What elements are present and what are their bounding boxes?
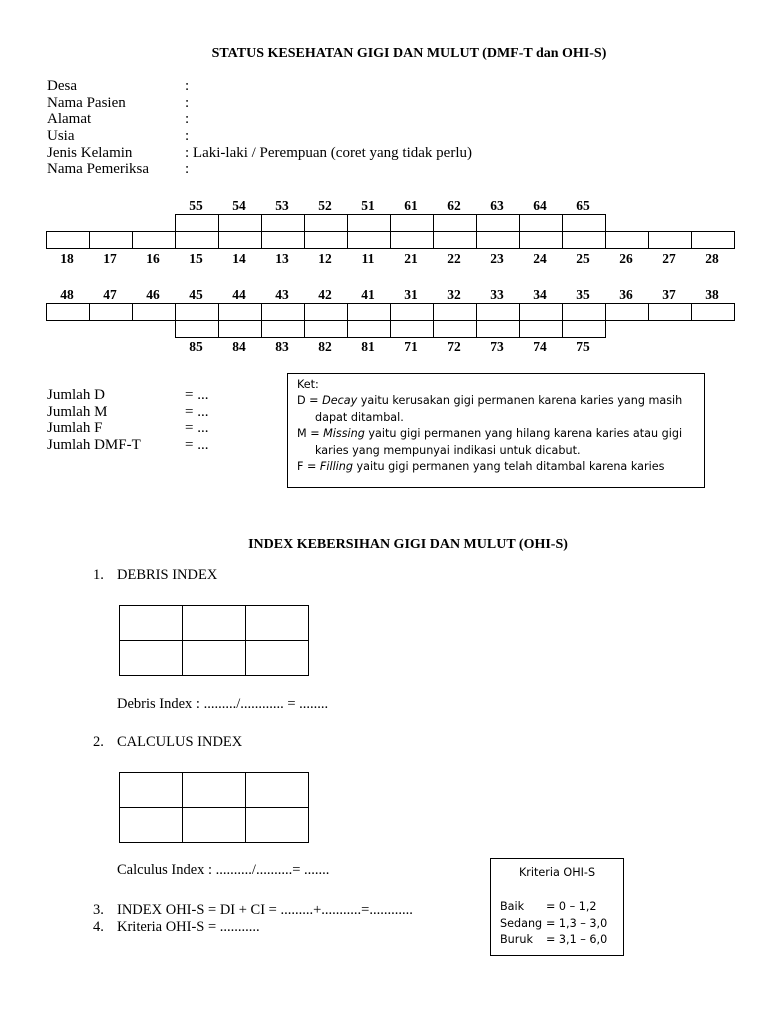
field-desa-value: :	[185, 78, 190, 94]
upper-deciduous-tooth-box[interactable]	[218, 214, 262, 232]
lower-permanent-tooth-44: 44	[232, 287, 246, 302]
field-usia-value: :	[185, 128, 190, 144]
lower-deciduous-tooth-73: 73	[490, 339, 504, 354]
field-jenis-kelamin-label: Jenis Kelamin	[47, 145, 133, 161]
kriteria-title: Kriteria OHI-S	[518, 866, 596, 879]
kriteria-row-sedang: Sedang = 1,3 – 3,0	[500, 916, 608, 930]
upper-permanent-tooth-box[interactable]	[648, 231, 692, 249]
lower-permanent-tooth-48: 48	[60, 287, 74, 302]
lower-deciduous-tooth-82: 82	[318, 339, 332, 354]
lower-permanent-tooth-38: 38	[705, 287, 719, 302]
upper-permanent-tooth-box[interactable]	[390, 231, 434, 249]
lower-permanent-tooth-box[interactable]	[605, 303, 649, 321]
kriteria-ohis-line: Kriteria OHI-S = ...........	[117, 919, 260, 935]
upper-deciduous-tooth-box[interactable]	[476, 214, 520, 232]
upper-deciduous-tooth-box[interactable]	[175, 214, 219, 232]
debris-cell[interactable]	[120, 606, 183, 641]
lower-permanent-tooth-box[interactable]	[304, 303, 348, 321]
lower-deciduous-tooth-box[interactable]	[390, 320, 434, 338]
upper-permanent-tooth-box[interactable]	[562, 231, 606, 249]
debris-cell[interactable]	[183, 641, 246, 676]
upper-deciduous-tooth-53: 53	[275, 198, 289, 213]
lower-permanent-tooth-box[interactable]	[132, 303, 176, 321]
lower-permanent-tooth-41: 41	[361, 287, 375, 302]
lower-permanent-tooth-33: 33	[490, 287, 504, 302]
upper-permanent-tooth-14: 14	[232, 251, 246, 266]
upper-deciduous-tooth-box[interactable]	[390, 214, 434, 232]
jumlah-dmft-label: Jumlah DMF-T	[47, 437, 141, 453]
field-nama-pemeriksa-value: :	[185, 161, 190, 177]
upper-permanent-tooth-box[interactable]	[89, 231, 133, 249]
lower-deciduous-tooth-box[interactable]	[433, 320, 477, 338]
upper-permanent-tooth-box[interactable]	[261, 231, 305, 249]
lower-deciduous-tooth-85: 85	[189, 339, 203, 354]
ket-heading: Ket:	[297, 378, 319, 391]
lower-deciduous-tooth-box[interactable]	[218, 320, 262, 338]
ohis-index-formula: INDEX OHI-S = DI + CI = .........+...........=............	[117, 902, 413, 918]
calculus-cell[interactable]	[120, 773, 183, 808]
ket-m-continuation: karies yang mempunyai indikasi untuk dicabut.	[315, 443, 581, 457]
upper-deciduous-tooth-52: 52	[318, 198, 332, 213]
lower-deciduous-tooth-83: 83	[275, 339, 289, 354]
ket-d-continuation: dapat ditambal.	[315, 410, 404, 424]
lower-permanent-tooth-box[interactable]	[476, 303, 520, 321]
lower-permanent-tooth-box[interactable]	[89, 303, 133, 321]
item-number-2: 2.	[93, 734, 104, 750]
lower-permanent-tooth-37: 37	[662, 287, 676, 302]
jumlah-f-value: = ...	[185, 420, 209, 436]
upper-deciduous-tooth-box[interactable]	[304, 214, 348, 232]
upper-permanent-tooth-21: 21	[404, 251, 418, 266]
lower-deciduous-tooth-box[interactable]	[304, 320, 348, 338]
upper-deciduous-tooth-box[interactable]	[519, 214, 563, 232]
lower-permanent-tooth-45: 45	[189, 287, 203, 302]
upper-permanent-tooth-box[interactable]	[46, 231, 90, 249]
jumlah-m-value: = ...	[185, 404, 209, 420]
lower-deciduous-tooth-72: 72	[447, 339, 461, 354]
ket-f-line: F = Filling yaitu gigi permanen yang telah ditambal karena karies	[297, 460, 665, 474]
lower-permanent-tooth-box[interactable]	[347, 303, 391, 321]
calculus-index-grid	[119, 772, 309, 843]
lower-permanent-tooth-32: 32	[447, 287, 461, 302]
lower-deciduous-tooth-81: 81	[361, 339, 375, 354]
upper-permanent-tooth-17: 17	[103, 251, 117, 266]
field-nama-pemeriksa-label: Nama Pemeriksa	[47, 161, 150, 177]
field-alamat-value: :	[185, 111, 190, 127]
lower-deciduous-tooth-box[interactable]	[519, 320, 563, 338]
lower-permanent-tooth-46: 46	[146, 287, 160, 302]
item-number-4: 4.	[93, 919, 104, 935]
upper-deciduous-tooth-54: 54	[232, 198, 246, 213]
debris-index-formula: Debris Index : ........./............ = ........	[117, 696, 329, 712]
upper-permanent-tooth-15: 15	[189, 251, 203, 266]
calculus-cell[interactable]	[246, 773, 309, 808]
upper-permanent-tooth-25: 25	[576, 251, 590, 266]
upper-permanent-tooth-box[interactable]	[304, 231, 348, 249]
upper-deciduous-tooth-box[interactable]	[347, 214, 391, 232]
upper-deciduous-tooth-65: 65	[576, 198, 590, 213]
lower-permanent-tooth-36: 36	[619, 287, 633, 302]
upper-permanent-tooth-box[interactable]	[519, 231, 563, 249]
field-alamat-label: Alamat	[47, 111, 92, 127]
calculus-cell[interactable]	[183, 773, 246, 808]
field-usia-label: Usia	[47, 128, 75, 144]
lower-permanent-tooth-35: 35	[576, 287, 590, 302]
field-nama-pasien-label: Nama Pasien	[47, 95, 126, 111]
lower-deciduous-tooth-box[interactable]	[476, 320, 520, 338]
upper-deciduous-tooth-63: 63	[490, 198, 504, 213]
page-title: STATUS KESEHATAN GIGI DAN MULUT (DMF-T dan OHI-S)	[211, 46, 607, 61]
lower-permanent-tooth-box[interactable]	[691, 303, 735, 321]
calculus-index-heading: CALCULUS INDEX	[117, 734, 243, 750]
kriteria-ohis-box	[490, 858, 624, 956]
lower-permanent-tooth-47: 47	[103, 287, 117, 302]
upper-deciduous-tooth-box[interactable]	[433, 214, 477, 232]
field-jenis-kelamin-value: : Laki-laki / Perempuan (coret yang tidak perlu)	[185, 145, 472, 161]
lower-permanent-tooth-43: 43	[275, 287, 289, 302]
lower-deciduous-tooth-box[interactable]	[347, 320, 391, 338]
upper-permanent-tooth-box[interactable]	[175, 231, 219, 249]
upper-deciduous-tooth-61: 61	[404, 198, 418, 213]
upper-permanent-tooth-11: 11	[361, 251, 375, 266]
lower-permanent-tooth-box[interactable]	[519, 303, 563, 321]
lower-deciduous-tooth-71: 71	[404, 339, 418, 354]
upper-permanent-tooth-13: 13	[275, 251, 289, 266]
ket-legend-box	[287, 373, 705, 488]
field-nama-pasien-value: :	[185, 95, 190, 111]
item-number-3: 3.	[93, 902, 104, 918]
upper-permanent-tooth-26: 26	[619, 251, 633, 266]
lower-permanent-tooth-42: 42	[318, 287, 332, 302]
odontogram	[0, 0, 768, 360]
upper-permanent-tooth-16: 16	[146, 251, 160, 266]
upper-permanent-tooth-box[interactable]	[132, 231, 176, 249]
ket-m-line: M = Missing yaitu gigi permanen yang hilang karena karies atau gigi	[297, 427, 683, 441]
ohis-title: INDEX KEBERSIHAN GIGI DAN MULUT (OHI-S)	[248, 537, 568, 552]
calculus-cell[interactable]	[183, 808, 246, 843]
upper-permanent-tooth-box[interactable]	[476, 231, 520, 249]
upper-permanent-tooth-22: 22	[447, 251, 461, 266]
ket-d-line: D = Decay yaitu kerusakan gigi permanen karena karies yang masih	[297, 394, 683, 408]
item-number-1: 1.	[93, 567, 104, 583]
upper-deciduous-tooth-62: 62	[447, 198, 461, 213]
upper-permanent-tooth-12: 12	[318, 251, 332, 266]
upper-deciduous-tooth-51: 51	[361, 198, 375, 213]
upper-permanent-tooth-18: 18	[60, 251, 74, 266]
upper-deciduous-tooth-box[interactable]	[562, 214, 606, 232]
debris-cell[interactable]	[246, 641, 309, 676]
lower-deciduous-tooth-84: 84	[232, 339, 246, 354]
lower-permanent-tooth-box[interactable]	[46, 303, 90, 321]
lower-deciduous-tooth-75: 75	[576, 339, 590, 354]
lower-permanent-tooth-box[interactable]	[261, 303, 305, 321]
lower-deciduous-tooth-74: 74	[533, 339, 547, 354]
jumlah-f-label: Jumlah F	[47, 420, 103, 436]
lower-deciduous-tooth-box[interactable]	[175, 320, 219, 338]
kriteria-row-buruk: Buruk = 3,1 – 6,0	[500, 933, 608, 946]
lower-permanent-tooth-box[interactable]	[562, 303, 606, 321]
lower-deciduous-tooth-box[interactable]	[562, 320, 606, 338]
lower-permanent-tooth-box[interactable]	[433, 303, 477, 321]
upper-permanent-tooth-box[interactable]	[347, 231, 391, 249]
debris-cell[interactable]	[120, 641, 183, 676]
jumlah-d-label: Jumlah D	[47, 387, 105, 403]
debris-cell[interactable]	[246, 606, 309, 641]
lower-permanent-tooth-31: 31	[404, 287, 418, 302]
lower-permanent-tooth-34: 34	[533, 287, 547, 302]
debris-index-heading: DEBRIS INDEX	[117, 567, 218, 583]
upper-permanent-tooth-box[interactable]	[433, 231, 477, 249]
field-desa-label: Desa	[47, 78, 77, 94]
upper-permanent-tooth-24: 24	[533, 251, 547, 266]
calculus-index-formula: Calculus Index : ........../..........= .......	[117, 862, 330, 878]
kriteria-row-baik: Baik = 0 – 1,2	[500, 900, 597, 913]
debris-cell[interactable]	[183, 606, 246, 641]
upper-permanent-tooth-27: 27	[662, 251, 676, 266]
jumlah-d-value: = ...	[185, 387, 209, 403]
lower-permanent-tooth-box[interactable]	[175, 303, 219, 321]
upper-permanent-tooth-box[interactable]	[691, 231, 735, 249]
jumlah-m-label: Jumlah M	[47, 404, 108, 420]
calculus-cell[interactable]	[246, 808, 309, 843]
jumlah-dmft-value: = ...	[185, 437, 209, 453]
lower-deciduous-tooth-box[interactable]	[261, 320, 305, 338]
upper-permanent-tooth-box[interactable]	[605, 231, 649, 249]
kriteria-rows	[500, 899, 607, 949]
upper-deciduous-tooth-64: 64	[533, 198, 547, 213]
calculus-cell[interactable]	[120, 808, 183, 843]
debris-index-grid	[119, 605, 309, 676]
lower-permanent-tooth-box[interactable]	[390, 303, 434, 321]
upper-deciduous-tooth-box[interactable]	[261, 214, 305, 232]
lower-permanent-tooth-box[interactable]	[648, 303, 692, 321]
upper-permanent-tooth-23: 23	[490, 251, 504, 266]
lower-permanent-tooth-box[interactable]	[218, 303, 262, 321]
upper-permanent-tooth-28: 28	[705, 251, 719, 266]
upper-permanent-tooth-box[interactable]	[218, 231, 262, 249]
upper-deciduous-tooth-55: 55	[189, 198, 203, 213]
